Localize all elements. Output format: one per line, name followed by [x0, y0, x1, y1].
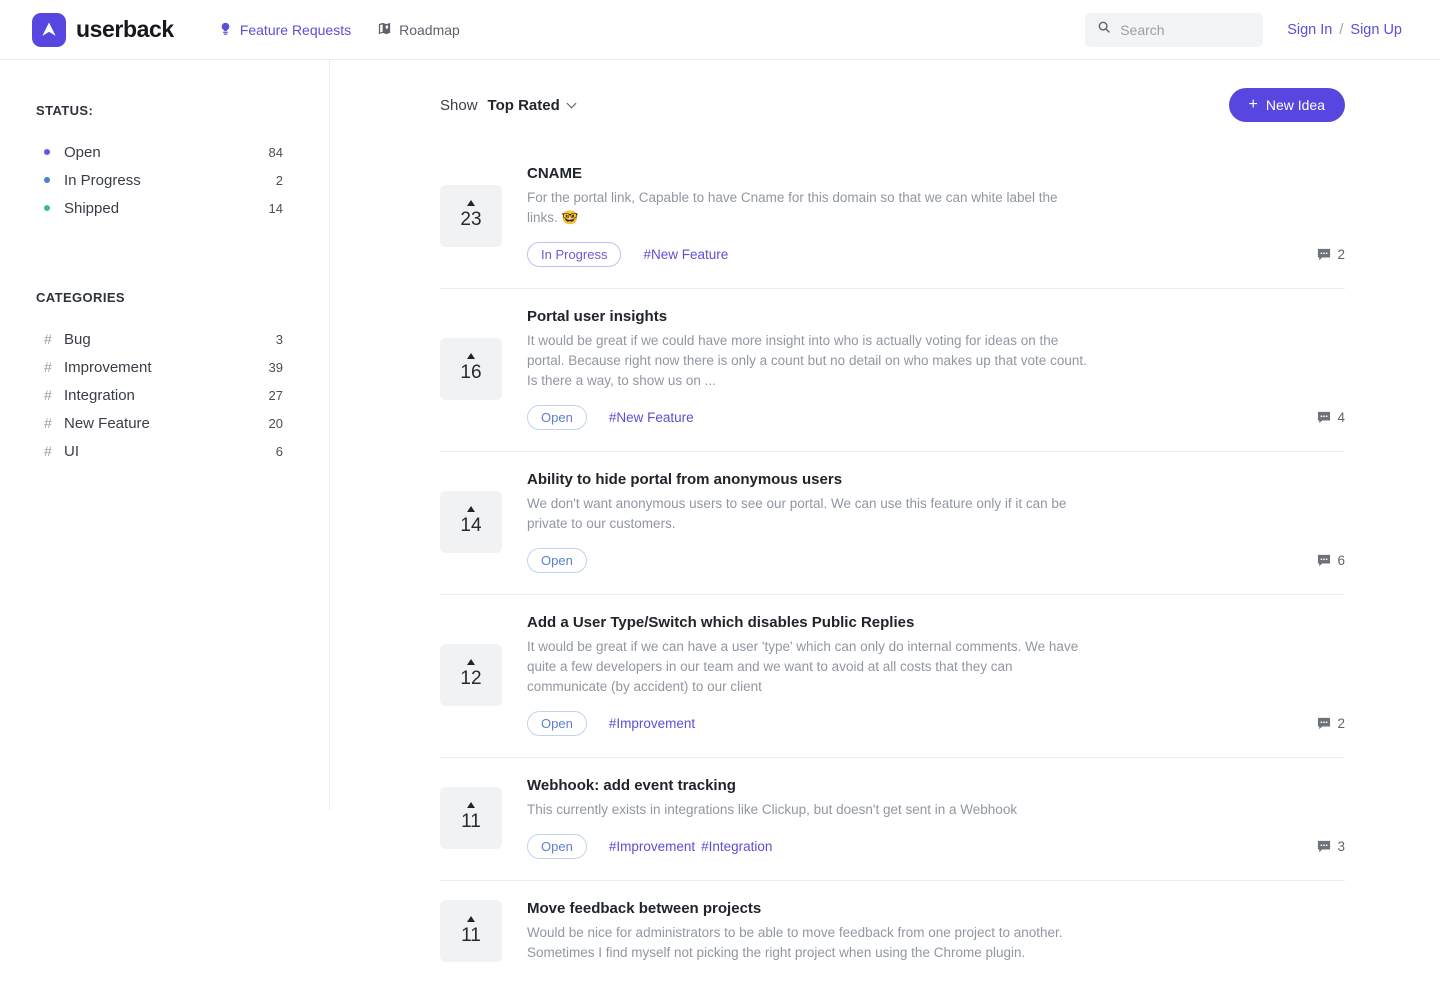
chevron-down-icon	[566, 98, 576, 108]
category-count: 3	[275, 331, 283, 347]
status-count: 84	[268, 144, 283, 160]
idea-description: This currently exists in integrations like Clickup, but doesn't get sent in a Webhook	[527, 801, 1018, 817]
vote-button[interactable]	[440, 900, 502, 962]
status-badge: Open	[527, 834, 587, 859]
userback-logo-icon	[32, 13, 66, 47]
status-badge: Open	[527, 548, 587, 573]
userback-logo[interactable]	[32, 13, 174, 47]
category-label: Bug	[64, 330, 91, 348]
idea-title[interactable]: Webhook: add event tracking	[527, 776, 736, 794]
hash-icon: #	[44, 359, 52, 375]
nav-feature-requests-label: Feature Requests	[239, 21, 352, 38]
filter-sidebar	[0, 60, 330, 810]
vote-count: 12	[460, 668, 482, 690]
open-status-dot	[44, 149, 50, 155]
list-toolbar	[440, 88, 1345, 122]
vote-button[interactable]	[440, 185, 502, 247]
map-icon	[377, 21, 392, 39]
category-filter-new-feature[interactable]	[36, 409, 283, 437]
vote-count: 11	[461, 811, 481, 833]
vote-count: 16	[460, 362, 482, 384]
comment-icon	[1317, 717, 1331, 730]
hash-icon: #	[44, 387, 52, 403]
main-nav	[218, 21, 460, 39]
status-heading: STATUS:	[36, 103, 94, 118]
status-filter-in-progress[interactable]	[36, 166, 283, 194]
upvote-arrow-icon	[467, 802, 475, 808]
idea-card[interactable]	[440, 146, 1345, 289]
search-box[interactable]	[1085, 13, 1263, 47]
category-tag[interactable]: #Improvement	[608, 715, 696, 731]
vote-count: 11	[461, 924, 481, 946]
comment-icon	[1317, 411, 1331, 424]
category-label: Integration	[64, 386, 135, 404]
idea-card[interactable]	[440, 758, 1345, 881]
status-badge: Open	[527, 711, 587, 736]
idea-description: It would be great if we can have a user 'type' which can only do internal comments. We have quite a few developers in our team and we want to avoid at all costs that they can communicate (by accident) to our client	[527, 638, 1079, 694]
search-icon	[1097, 20, 1111, 39]
upvote-arrow-icon	[467, 353, 475, 359]
idea-title[interactable]: Move feedback between projects	[527, 899, 762, 917]
sort-dropdown[interactable]	[488, 97, 575, 114]
vote-button[interactable]	[440, 787, 502, 849]
category-count: 6	[275, 443, 283, 459]
category-count: 39	[268, 359, 283, 375]
sign-up-link[interactable]: Sign Up	[1350, 21, 1402, 38]
comment-count	[1317, 553, 1345, 568]
comment-icon	[1317, 248, 1331, 261]
sort-value: Top Rated	[487, 96, 560, 114]
category-label: New Feature	[64, 414, 150, 432]
sign-in-link[interactable]: Sign In	[1287, 21, 1333, 38]
comment-number: 4	[1337, 409, 1345, 425]
idea-description: Would be nice for administrators to be able to move feedback from one project to another. Sometimes I find myself not picking the right project when using the Chrome plugin.	[527, 924, 1063, 960]
comment-count	[1317, 247, 1345, 262]
comment-icon	[1317, 554, 1331, 567]
category-filter-integration[interactable]	[36, 381, 283, 409]
idea-card[interactable]	[440, 452, 1345, 595]
category-tag[interactable]: #Integration	[701, 838, 773, 854]
category-count: 20	[268, 415, 283, 431]
nav-roadmap[interactable]	[377, 21, 460, 39]
comment-count	[1317, 839, 1345, 854]
ideas-list-panel	[330, 60, 1440, 960]
auth-separator: /	[1339, 21, 1344, 38]
nav-feature-requests[interactable]	[218, 21, 351, 39]
show-label: Show	[440, 96, 478, 114]
comment-number: 6	[1337, 552, 1345, 568]
status-badge: Open	[527, 405, 587, 430]
status-filter-shipped[interactable]	[36, 194, 283, 222]
idea-title[interactable]: Ability to hide portal from anonymous users	[527, 470, 843, 488]
category-tag[interactable]: #New Feature	[608, 409, 694, 425]
comment-number: 3	[1337, 838, 1345, 854]
comment-number: 2	[1337, 715, 1345, 731]
vote-button[interactable]	[440, 491, 502, 553]
in-progress-status-dot	[44, 177, 50, 183]
comment-count	[1317, 410, 1345, 425]
vote-button[interactable]	[440, 338, 502, 400]
status-badge: In Progress	[527, 242, 621, 267]
upvote-arrow-icon	[467, 200, 475, 206]
upvote-arrow-icon	[467, 916, 475, 922]
idea-description: For the portal link, Capable to have Cname for this domain so that we can white label the links. 🤓	[527, 190, 1058, 225]
idea-title[interactable]: Portal user insights	[527, 307, 668, 325]
category-tag[interactable]: #New Feature	[643, 246, 729, 262]
categories-heading: CATEGORIES	[36, 290, 125, 305]
idea-description: It would be great if we could have more insight into who is actually voting for ideas on the portal. Because right now there is only a count but no detail on who makes up that vote count. Is there a way, to show us on ...	[527, 332, 1087, 388]
auth-links	[1287, 22, 1402, 38]
vote-count: 14	[460, 515, 482, 537]
lightbulb-icon	[218, 21, 233, 39]
status-count: 2	[275, 172, 283, 188]
status-label: Shipped	[64, 199, 120, 217]
shipped-status-dot	[44, 205, 50, 211]
comment-count	[1317, 716, 1345, 731]
new-idea-button[interactable]	[1229, 88, 1346, 122]
category-filter-improvement[interactable]	[36, 353, 283, 381]
idea-title[interactable]: Add a User Type/Switch which disables Public Replies	[527, 613, 915, 631]
upvote-arrow-icon	[467, 506, 475, 512]
category-filter-bug[interactable]	[36, 325, 283, 353]
category-filter-ui[interactable]	[36, 437, 283, 465]
hash-icon: #	[44, 331, 52, 347]
vote-count: 23	[460, 209, 482, 231]
status-filter-open[interactable]	[36, 138, 283, 166]
vote-button[interactable]	[440, 644, 502, 706]
category-label: UI	[64, 442, 79, 460]
top-header	[0, 0, 1440, 60]
comment-number: 2	[1337, 246, 1345, 262]
search-input[interactable]	[1120, 22, 1240, 38]
category-label: Improvement	[64, 358, 152, 376]
hash-icon: #	[44, 415, 52, 431]
new-idea-label: New Idea	[1265, 97, 1325, 113]
hash-icon: #	[44, 443, 52, 459]
idea-card[interactable]	[440, 881, 1345, 984]
idea-title[interactable]: CNAME	[527, 165, 582, 182]
brand-name: userback	[76, 16, 174, 42]
nav-roadmap-label: Roadmap	[399, 21, 460, 38]
plus-icon: +	[1248, 96, 1258, 113]
category-tag[interactable]: #Improvement	[608, 838, 696, 854]
status-count: 14	[268, 200, 283, 216]
idea-card[interactable]	[440, 289, 1345, 452]
status-label: Open	[64, 143, 101, 161]
idea-description: We don't want anonymous users to see our portal. We can use this feature only if it can be private to our customers.	[527, 495, 1067, 531]
upvote-arrow-icon	[467, 659, 475, 665]
idea-card[interactable]	[440, 595, 1345, 758]
comment-icon	[1317, 840, 1331, 853]
category-count: 27	[268, 387, 283, 403]
status-label: In Progress	[64, 171, 141, 189]
